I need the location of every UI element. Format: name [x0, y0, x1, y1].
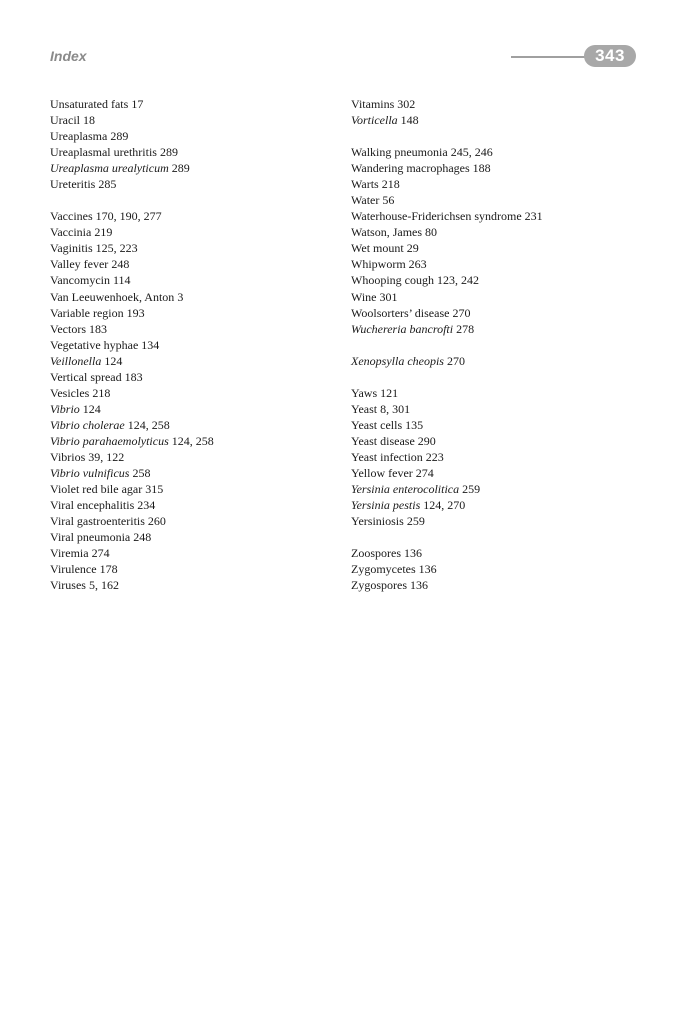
index-pages: 114	[112, 273, 131, 288]
index-entry	[351, 433, 641, 449]
index-entry	[50, 465, 340, 481]
index-pages: 8, 301	[380, 401, 411, 416]
index-pages: 289	[171, 161, 190, 176]
index-term: Zygomycetes	[351, 562, 416, 577]
index-entry	[351, 144, 641, 160]
index-entry	[50, 513, 340, 529]
index-term: Violet red bile agar	[50, 482, 143, 497]
index-group	[351, 353, 641, 369]
index-entry	[351, 112, 641, 128]
index-pages: 134	[141, 337, 160, 352]
index-term: Viral gastroenteritis	[50, 514, 145, 529]
index-term: Vibrio vulnificus	[50, 466, 130, 481]
index-pages: 148	[400, 113, 419, 128]
index-entry	[50, 112, 340, 128]
index-term: Yeast	[351, 401, 378, 416]
index-entry	[50, 449, 340, 465]
index-pages: 183	[124, 369, 143, 384]
index-term: Vitamins	[351, 97, 395, 111]
index-entry	[50, 224, 340, 240]
index-pages: 124, 270	[423, 498, 466, 513]
index-pages: 3	[177, 289, 184, 304]
index-term: Yersinia enterocolitica	[351, 481, 460, 496]
index-entry	[351, 481, 641, 497]
index-term: Uracil	[50, 113, 80, 128]
index-pages: 289	[110, 129, 129, 144]
index-pages: 260	[147, 514, 166, 529]
index-entry	[50, 256, 340, 272]
index-term: Whipworm	[351, 257, 406, 272]
index-pages: 289	[159, 145, 178, 160]
index-entry	[351, 513, 641, 529]
index-group	[50, 208, 340, 593]
index-pages: 136	[410, 578, 428, 593]
index-pages: 223	[425, 449, 444, 464]
index-pages: 125, 223	[95, 241, 138, 256]
index-term: Zoospores	[351, 546, 401, 561]
index-pages: 80	[425, 225, 438, 240]
index-pages: 218	[92, 385, 111, 400]
index-term: Vaccinia	[50, 225, 92, 240]
index-term: Yaws	[351, 385, 378, 400]
index-pages: 17	[131, 97, 144, 111]
index-entry	[50, 433, 340, 449]
index-entry	[50, 401, 340, 417]
index-entry	[50, 128, 340, 144]
index-pages: 5, 162	[88, 578, 119, 593]
index-term: Yeast cells	[351, 417, 403, 432]
index-term: Viremia	[50, 546, 89, 561]
index-pages: 219	[94, 225, 113, 240]
index-pages: 245, 246	[450, 145, 493, 160]
index-entry	[351, 497, 641, 513]
index-entry	[351, 401, 641, 417]
index-term: Vorticella	[351, 113, 398, 128]
index-pages: 301	[379, 289, 398, 304]
index-term: Viral encephalitis	[50, 498, 135, 513]
index-pages: 258	[132, 466, 151, 481]
index-pages: 124	[104, 353, 123, 368]
index-pages: 124, 258	[127, 417, 170, 432]
index-term: Yersiniosis	[351, 514, 404, 529]
index-pages: 285	[98, 177, 117, 192]
index-entry	[50, 160, 340, 176]
index-term: Ureaplasma	[50, 129, 108, 144]
index-pages: 231	[524, 209, 543, 224]
index-term: Waterhouse-Friderichsen syndrome	[351, 209, 522, 224]
index-term: Unsaturated fats	[50, 97, 129, 111]
index-term: Yersinia pestis	[351, 498, 421, 513]
index-entry	[351, 208, 641, 224]
index-pages: 178	[99, 562, 118, 577]
index-term: Vibrios	[50, 449, 86, 464]
index-term: Vibrio cholerae	[50, 417, 125, 432]
index-term: Vaginitis	[50, 241, 93, 256]
index-term: Watson, James	[351, 225, 423, 240]
index-entry	[50, 176, 340, 192]
index-pages: 39, 122	[88, 449, 125, 464]
index-entry	[50, 545, 340, 561]
index-entry	[50, 321, 340, 337]
index-pages: 136	[418, 562, 437, 577]
index-term: Woolsorters’ disease	[351, 305, 450, 320]
index-term: Wet mount	[351, 241, 404, 256]
index-entry	[50, 561, 340, 577]
index-group	[351, 96, 641, 128]
index-pages: 248	[133, 530, 152, 545]
index-entry	[351, 577, 641, 593]
index-entry	[50, 369, 340, 385]
index-term: Water	[351, 193, 380, 208]
index-group	[50, 96, 340, 192]
index-entry	[351, 289, 641, 305]
index-entry	[50, 144, 340, 160]
index-term: Warts	[351, 177, 379, 192]
index-pages: 136	[404, 546, 422, 561]
index-entry	[50, 240, 340, 256]
header-rule	[511, 56, 591, 58]
index-entry	[351, 176, 641, 192]
index-entry	[351, 385, 641, 401]
index-pages: 188	[472, 161, 491, 176]
index-term: Variable region	[50, 305, 124, 320]
index-term: Yeast disease	[351, 433, 415, 448]
index-entry	[50, 577, 340, 593]
index-pages: 56	[382, 193, 395, 208]
index-pages: 315	[145, 482, 164, 497]
index-term: Vegetative hyphae	[50, 337, 139, 352]
index-entry	[50, 353, 340, 369]
index-pages: 259	[462, 481, 481, 496]
index-entry	[50, 385, 340, 401]
page-number-badge: 343	[584, 45, 636, 67]
index-pages: 270	[446, 353, 465, 368]
index-term: Vibrio	[50, 401, 80, 416]
index-term: Valley fever	[50, 257, 109, 272]
index-term: Whooping cough	[351, 273, 434, 288]
index-entry	[50, 529, 340, 545]
index-entry	[351, 353, 641, 369]
index-entry	[50, 208, 340, 224]
index-term: Ureteritis	[50, 177, 96, 192]
index-entry	[50, 272, 340, 288]
index-term: Virulence	[50, 562, 97, 577]
index-entry	[50, 417, 340, 433]
index-term: Viral pneumonia	[50, 530, 131, 545]
index-term: Vibrio parahaemolyticus	[50, 433, 169, 448]
index-term: Zygospores	[351, 578, 407, 593]
index-pages: 121	[380, 385, 399, 400]
index-term: Xenopsylla cheopis	[351, 353, 444, 368]
index-entry	[351, 240, 641, 256]
index-entry	[351, 449, 641, 465]
index-entry	[351, 305, 641, 321]
index-pages: 18	[82, 113, 95, 128]
index-term: Van Leeuwenhoek, Anton	[50, 289, 175, 304]
index-pages: 183	[89, 321, 107, 336]
index-term: Walking pneumonia	[351, 145, 448, 160]
index-term: Ureaplasmal urethritis	[50, 145, 157, 160]
running-header	[50, 44, 636, 70]
index-entry	[351, 465, 641, 481]
index-term: Wuchereria bancrofti	[351, 321, 454, 336]
index-pages: 263	[408, 257, 427, 272]
index-pages: 218	[381, 177, 400, 192]
index-entry	[50, 481, 340, 497]
index-pages: 290	[417, 433, 436, 448]
index-term: Yellow fever	[351, 465, 413, 480]
index-term: Yeast infection	[351, 449, 423, 464]
index-group	[351, 144, 641, 337]
index-pages: 123, 242	[437, 273, 479, 288]
index-pages: 302	[397, 97, 416, 111]
index-entry	[50, 337, 340, 353]
index-term: Wine	[351, 289, 377, 304]
index-term: Vesicles	[50, 385, 90, 400]
index-group	[351, 545, 641, 593]
index-entry	[351, 417, 641, 433]
index-term: Vaccines	[50, 209, 93, 224]
index-entry	[50, 305, 340, 321]
index-pages: 170, 190, 277	[95, 209, 162, 224]
index-pages: 270	[452, 305, 471, 320]
index-pages: 29	[406, 241, 419, 256]
index-pages: 259	[406, 514, 425, 529]
index-pages: 274	[91, 546, 110, 561]
index-pages: 124	[82, 401, 101, 416]
index-term: Wandering macrophages	[351, 161, 470, 176]
index-entry	[351, 160, 641, 176]
index-entry	[351, 272, 641, 288]
index-entry	[351, 96, 641, 112]
index-entry	[351, 192, 641, 208]
index-entry	[50, 497, 340, 513]
index-pages: 248	[111, 257, 130, 272]
index-term: Viruses	[50, 578, 86, 593]
index-column-right	[351, 96, 641, 609]
index-term: Vancomycin	[50, 273, 110, 288]
section-title: Index	[50, 48, 87, 64]
index-group	[351, 385, 641, 529]
index-term: Vectors	[50, 321, 86, 336]
index-term: Veillonella	[50, 353, 102, 368]
index-entry	[351, 561, 641, 577]
index-entry	[351, 224, 641, 240]
index-entry	[351, 545, 641, 561]
index-pages: 124, 258	[171, 433, 214, 448]
index-entry	[50, 96, 340, 112]
index-pages: 135	[405, 417, 424, 432]
index-entry	[351, 321, 641, 337]
index-column-left	[50, 96, 340, 609]
index-pages: 274	[415, 465, 434, 480]
index-pages: 193	[126, 305, 145, 320]
index-pages: 278	[456, 321, 475, 336]
index-entry	[50, 289, 340, 305]
index-pages: 234	[137, 498, 156, 513]
index-term: Vertical spread	[50, 369, 122, 384]
index-term: Ureaplasma urealyticum	[50, 161, 169, 176]
index-entry	[351, 256, 641, 272]
